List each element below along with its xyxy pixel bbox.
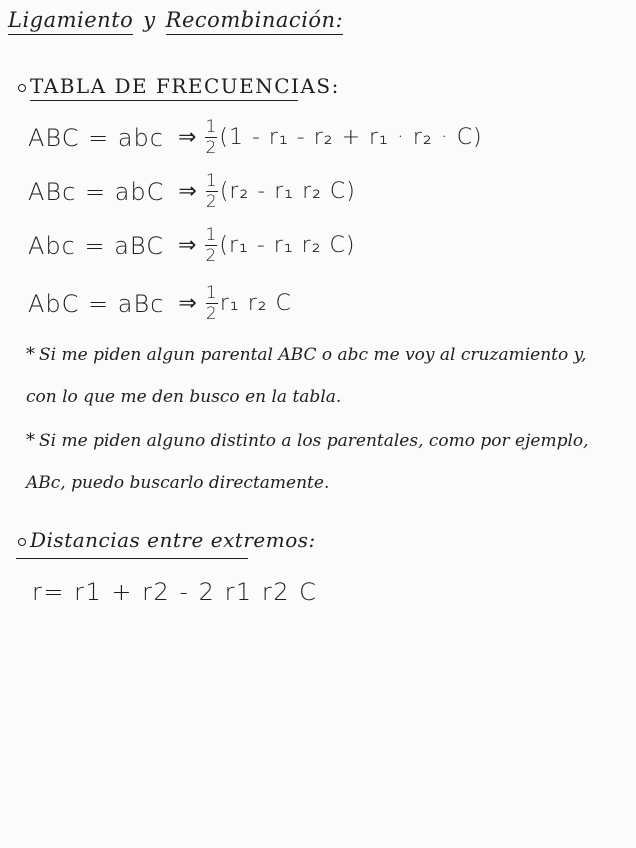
fraction-denominator: 2 <box>205 192 218 212</box>
note-text: Si me piden algun parental ABC o abc me voy al cruzamiento y, con lo que me den busco en la tabla. <box>26 345 587 407</box>
frequency-row <box>28 226 355 265</box>
fraction-numerator: 1 <box>205 283 218 303</box>
bullet-icon <box>18 84 26 92</box>
asterisk-icon: * <box>26 344 35 365</box>
fraction-numerator: 1 <box>205 171 218 191</box>
implies-arrow: ⇒ <box>178 179 198 204</box>
note-text: Si me piden alguno distinto a los parentales, como por ejemplo, ABc, puedo buscarlo directamente. <box>26 431 589 493</box>
title-part-2: y <box>143 8 156 32</box>
title-part-3: Recombinación: <box>166 8 343 35</box>
fraction <box>205 118 217 157</box>
implies-arrow: ⇒ <box>178 291 198 316</box>
section-frequency-table-heading <box>18 74 340 98</box>
frequency-row <box>28 118 483 157</box>
title-part-1: Ligamiento <box>8 8 133 35</box>
fraction-denominator: 2 <box>205 304 218 324</box>
note-parental <box>26 334 616 418</box>
fraction-numerator: 1 <box>205 225 218 245</box>
distance-formula: r= r1 + r2 - 2 r1 r2 C <box>32 578 318 606</box>
frequency-expression: (r₁ - r₁ r₂ C) <box>219 233 356 258</box>
frequency-expression: (1 - r₁ - r₂ + r₁ · r₂ · C) <box>219 125 483 150</box>
implies-arrow: ⇒ <box>177 125 198 150</box>
frequency-row <box>28 172 356 211</box>
fraction <box>205 226 217 265</box>
fraction-numerator: 1 <box>205 117 218 137</box>
fraction-denominator: 2 <box>205 246 218 266</box>
section-heading-text: Distancias entre extremos: <box>30 528 316 552</box>
note-non-parental <box>26 420 616 504</box>
implies-arrow: ⇒ <box>177 233 198 258</box>
heading-underline <box>16 558 248 559</box>
frequency-row <box>28 284 292 323</box>
fraction <box>206 172 218 211</box>
asterisk-icon: * <box>26 430 35 451</box>
page-title <box>8 8 343 35</box>
heading-underline <box>30 100 298 101</box>
frequency-expression: r₁ r₂ C <box>219 291 292 316</box>
frequency-expression: (r₂ - r₁ r₂ C) <box>219 179 356 204</box>
genotype-pair: AbC = aBc <box>28 289 165 318</box>
genotype-pair: Abc = aBC <box>28 231 164 260</box>
genotype-pair: ABc = abC <box>28 177 165 206</box>
genotype-pair: ABC = abc <box>28 123 164 152</box>
section-heading-text: TABLA DE FRECUENCIAS: <box>30 74 340 98</box>
section-distances-heading <box>18 528 316 552</box>
fraction <box>206 284 218 323</box>
fraction-denominator: 2 <box>205 138 218 158</box>
bullet-icon <box>18 538 26 546</box>
